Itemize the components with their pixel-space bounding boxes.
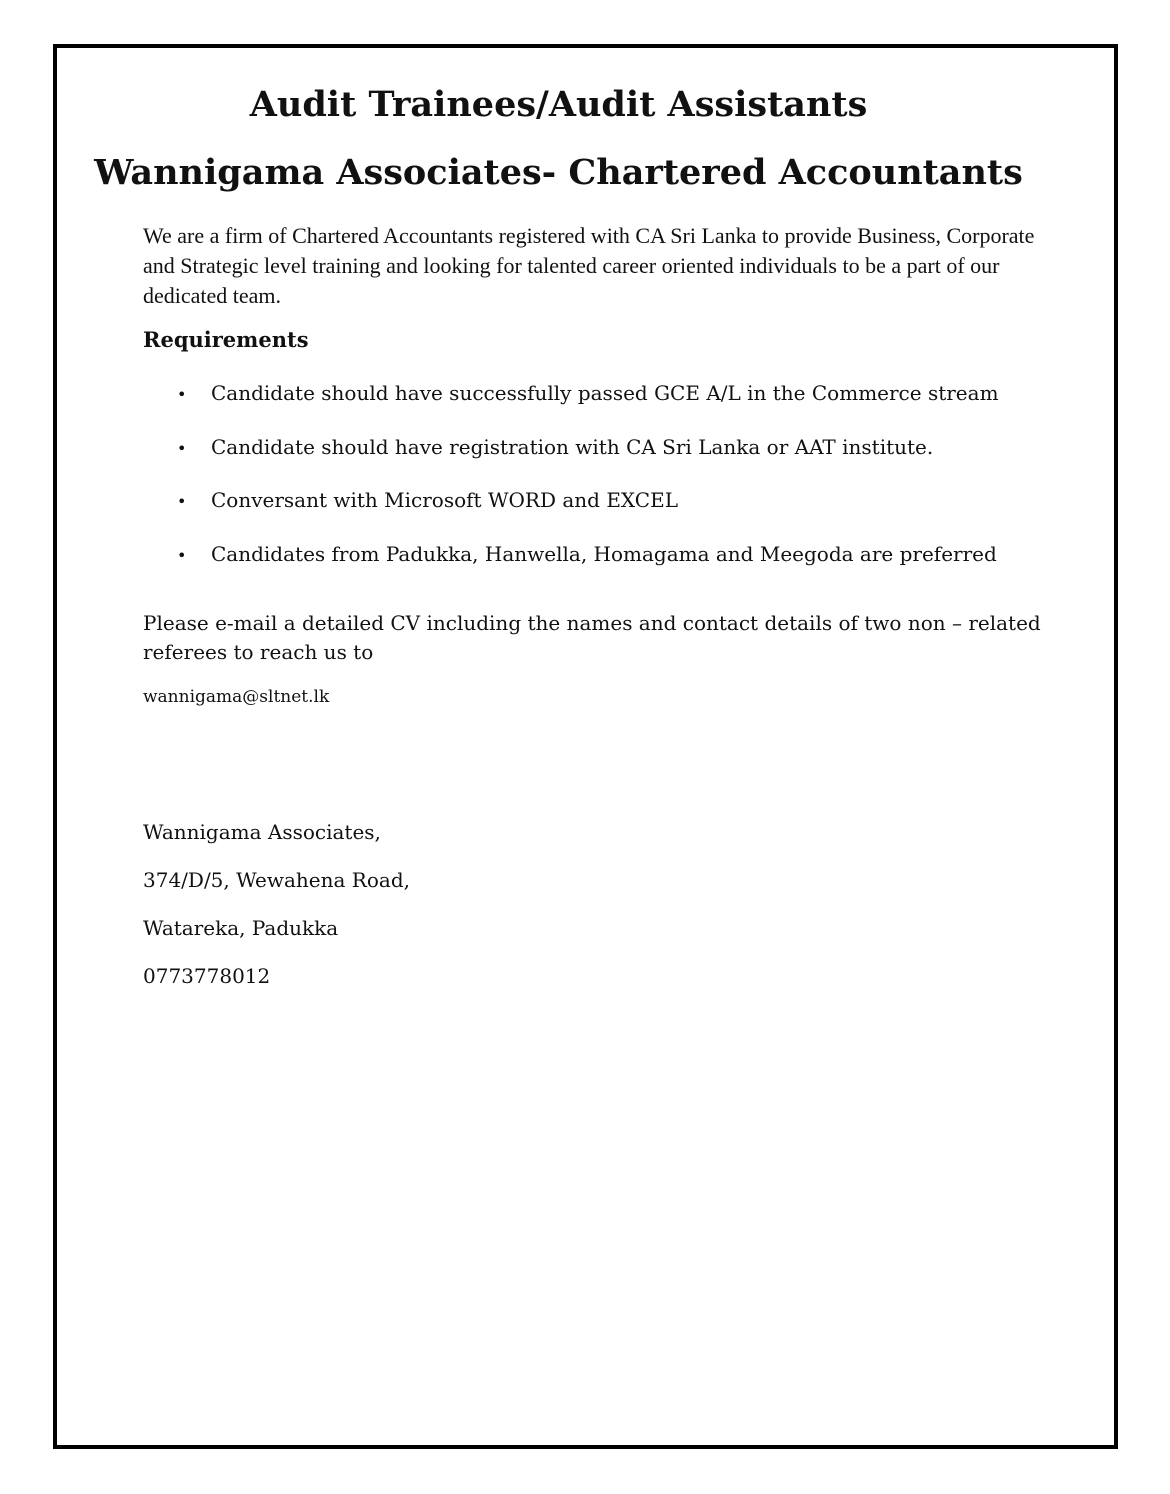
requirement-item: [177, 432, 933, 462]
requirement-text: Candidate should have registration with CA Sri Lanka or AAT institute.: [211, 435, 934, 459]
bullet-icon: •: [177, 439, 187, 458]
email-address[interactable]: wannigama@sltnet.lk: [143, 687, 330, 707]
requirements-heading: Requirements: [143, 327, 309, 352]
address-company: Wannigama Associates,: [143, 820, 381, 844]
requirement-item: [177, 378, 999, 408]
requirement-text: Candidate should have successfully passed GCE A/L in the Commerce stream: [211, 381, 999, 405]
application-instructions: Please e-mail a detailed CV including the names and contact details of two non – related referees to reach us to: [143, 611, 1041, 664]
page-title: Audit Trainees/Audit Assistants: [249, 84, 868, 125]
intro-paragraph: We are a firm of Chartered Accountants registered with CA Sri Lanka to provide Business, Corporate and Strategic level training and looking for talented career oriented individuals to be a part of our dedicated team.: [143, 223, 1035, 308]
requirement-text: Candidates from Padukka, Hanwella, Homagama and Meegoda are preferred: [211, 542, 997, 566]
bullet-icon: •: [177, 385, 187, 404]
requirement-item: [177, 539, 997, 569]
address-street: 374/D/5, Wewahena Road,: [143, 868, 410, 892]
requirement-item: [177, 485, 678, 515]
address-city: Watareka, Padukka: [143, 916, 339, 940]
bullet-icon: •: [177, 492, 187, 511]
requirement-text: Conversant with Microsoft WORD and EXCEL: [211, 488, 678, 512]
page-subtitle: Wannigama Associates- Chartered Accountants: [94, 152, 1023, 193]
bullet-icon: •: [177, 546, 187, 565]
phone-number: 0773778012: [143, 964, 271, 988]
